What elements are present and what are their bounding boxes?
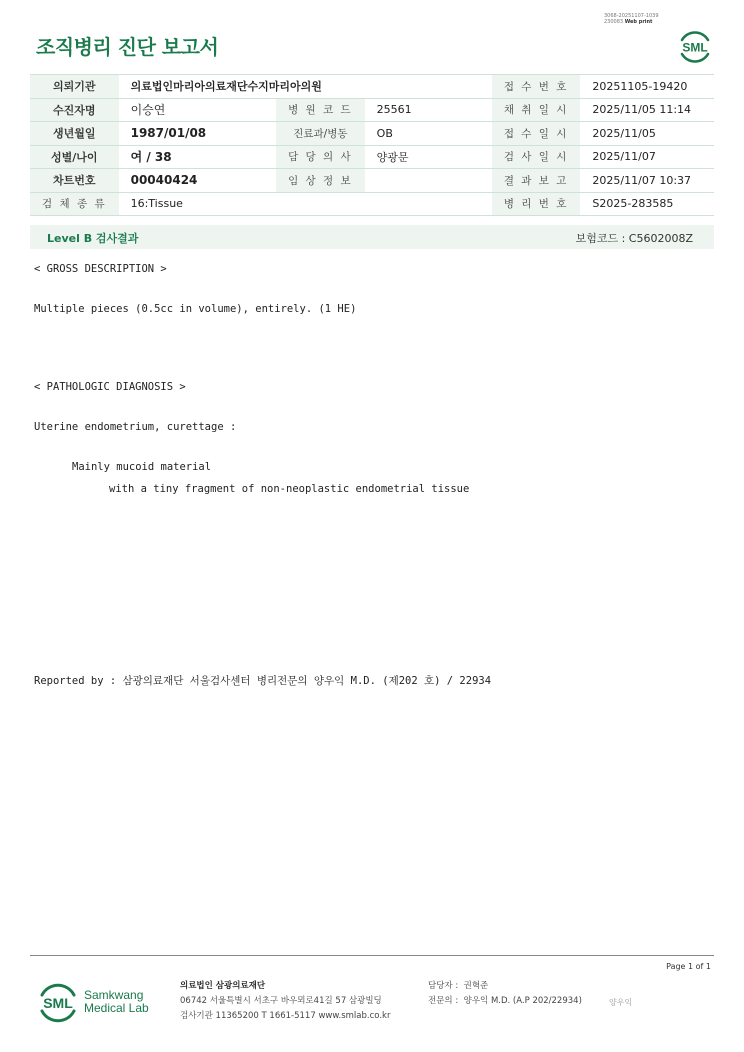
reported-by: Reported by : 삼광의료재단 서울검사센터 병리전문의 양우익 M.D. (제202 호) / 22934: [34, 675, 492, 687]
gross-header: < GROSS DESCRIPTION >: [34, 263, 167, 275]
clinical-info-value: [365, 169, 492, 193]
dob-value: 1987/01/08: [119, 122, 276, 146]
exam-date-label: 검 사 일 시: [492, 145, 581, 169]
client-value: 의료법인마리아의료재단수지마리아의원: [119, 75, 492, 99]
company-name: [84, 989, 149, 1015]
receipt-date-value: 2025/11/05: [580, 122, 714, 146]
chart-no-label: 차트번호: [30, 169, 119, 193]
footer-address-block: [180, 979, 390, 1024]
path-no-value: S2025-283585: [580, 192, 714, 216]
org-contact: 검사기관 11365200 T 1661-5117 www.smlab.co.kr: [180, 1011, 391, 1021]
result-date-label: 결 과 보 고: [492, 169, 581, 193]
company-name-line1: Samkwang: [84, 988, 144, 1002]
dept-label: 진료과/병동: [276, 122, 365, 146]
sml-logo-icon: [676, 27, 714, 65]
specialist-signature: 양우익: [609, 998, 633, 1007]
patient-value: 이승연: [119, 98, 276, 122]
collect-date-value: 2025/11/05 11:14: [580, 98, 714, 122]
doctor-value: 양광문: [365, 145, 492, 169]
dept-value: OB: [365, 122, 492, 146]
sex-age-label: 성별/나이: [30, 145, 119, 169]
info-row: [30, 192, 714, 216]
specialist-label: 전문의 :: [428, 996, 459, 1006]
chart-no-value: 00040424: [119, 169, 276, 193]
doctor-label: 담 당 의 사: [276, 145, 365, 169]
result-level-bar: [30, 225, 714, 249]
page-title: 조직병리 진단 보고서: [36, 35, 219, 59]
result-date-value: 2025/11/07 10:37: [580, 169, 714, 193]
hospital-code-value: 25561: [365, 98, 492, 122]
diagnosis-line-1: Mainly mucoid material: [72, 461, 212, 473]
exam-date-value: 2025/11/07: [580, 145, 714, 169]
org-address: 06742 서울특별시 서초구 바우뫼로41길 57 삼광빌딩: [180, 996, 382, 1006]
diagnosis-line-2: with a tiny fragment of non-neoplastic endometrial tissue: [109, 483, 470, 495]
info-row: [30, 75, 714, 99]
sex-age-value: 여 / 38: [119, 145, 276, 169]
receipt-date-label: 접 수 일 시: [492, 122, 581, 146]
company-name-line2: Medical Lab: [84, 1001, 149, 1015]
hospital-code-label: 병 원 코 드: [276, 98, 365, 122]
client-label: 의뢰기관: [30, 75, 119, 99]
page-number: Page 1 of 1: [666, 962, 711, 971]
patient-info-table: [30, 74, 714, 216]
insurance-code: 보험코드 : C5602008Z: [575, 232, 693, 245]
web-print-label: Web print: [624, 19, 653, 25]
result-level: Level B 검사결과: [47, 232, 139, 245]
gross-text: Multiple pieces (0.5cc in volume), entirely. (1 HE): [34, 303, 357, 315]
receipt-no-label: 접 수 번 호: [492, 75, 581, 99]
document-id-line1: 3068-20251107-1039: [604, 13, 659, 19]
info-row: [30, 122, 714, 146]
sml-logo-text: SML: [682, 40, 708, 55]
document-id: [604, 13, 659, 25]
collect-date-label: 채 취 일 시: [492, 98, 581, 122]
document-id-code: 230083: [604, 19, 624, 25]
clinical-info-label: 임 상 정 보: [276, 169, 365, 193]
samkwang-logo-icon: [36, 981, 80, 1025]
specialist-value: 양우익 M.D. (A.P 202/22934): [463, 996, 582, 1006]
dob-label: 생년월일: [30, 122, 119, 146]
specimen-label: 검 체 종 류: [30, 192, 119, 216]
diagnosis-header: < PATHOLOGIC DIAGNOSIS >: [34, 381, 186, 393]
samkwang-logo-text: SML: [43, 995, 73, 1011]
specimen-value: 16:Tissue: [119, 192, 492, 216]
info-row: [30, 145, 714, 169]
path-no-label: 병 리 번 호: [492, 192, 581, 216]
footer-divider: [30, 955, 714, 956]
info-row: [30, 98, 714, 122]
manager-value: 권혁준: [463, 981, 489, 991]
info-row: [30, 169, 714, 193]
diagnosis-site: Uterine endometrium, curettage :: [34, 421, 237, 433]
manager-label: 담당자 :: [428, 981, 459, 991]
footer-staff-block: [428, 979, 582, 1009]
org-name: 의료법인 삼광의료재단: [180, 981, 266, 991]
receipt-no-value: 20251105-19420: [580, 75, 714, 99]
patient-label: 수진자명: [30, 98, 119, 122]
